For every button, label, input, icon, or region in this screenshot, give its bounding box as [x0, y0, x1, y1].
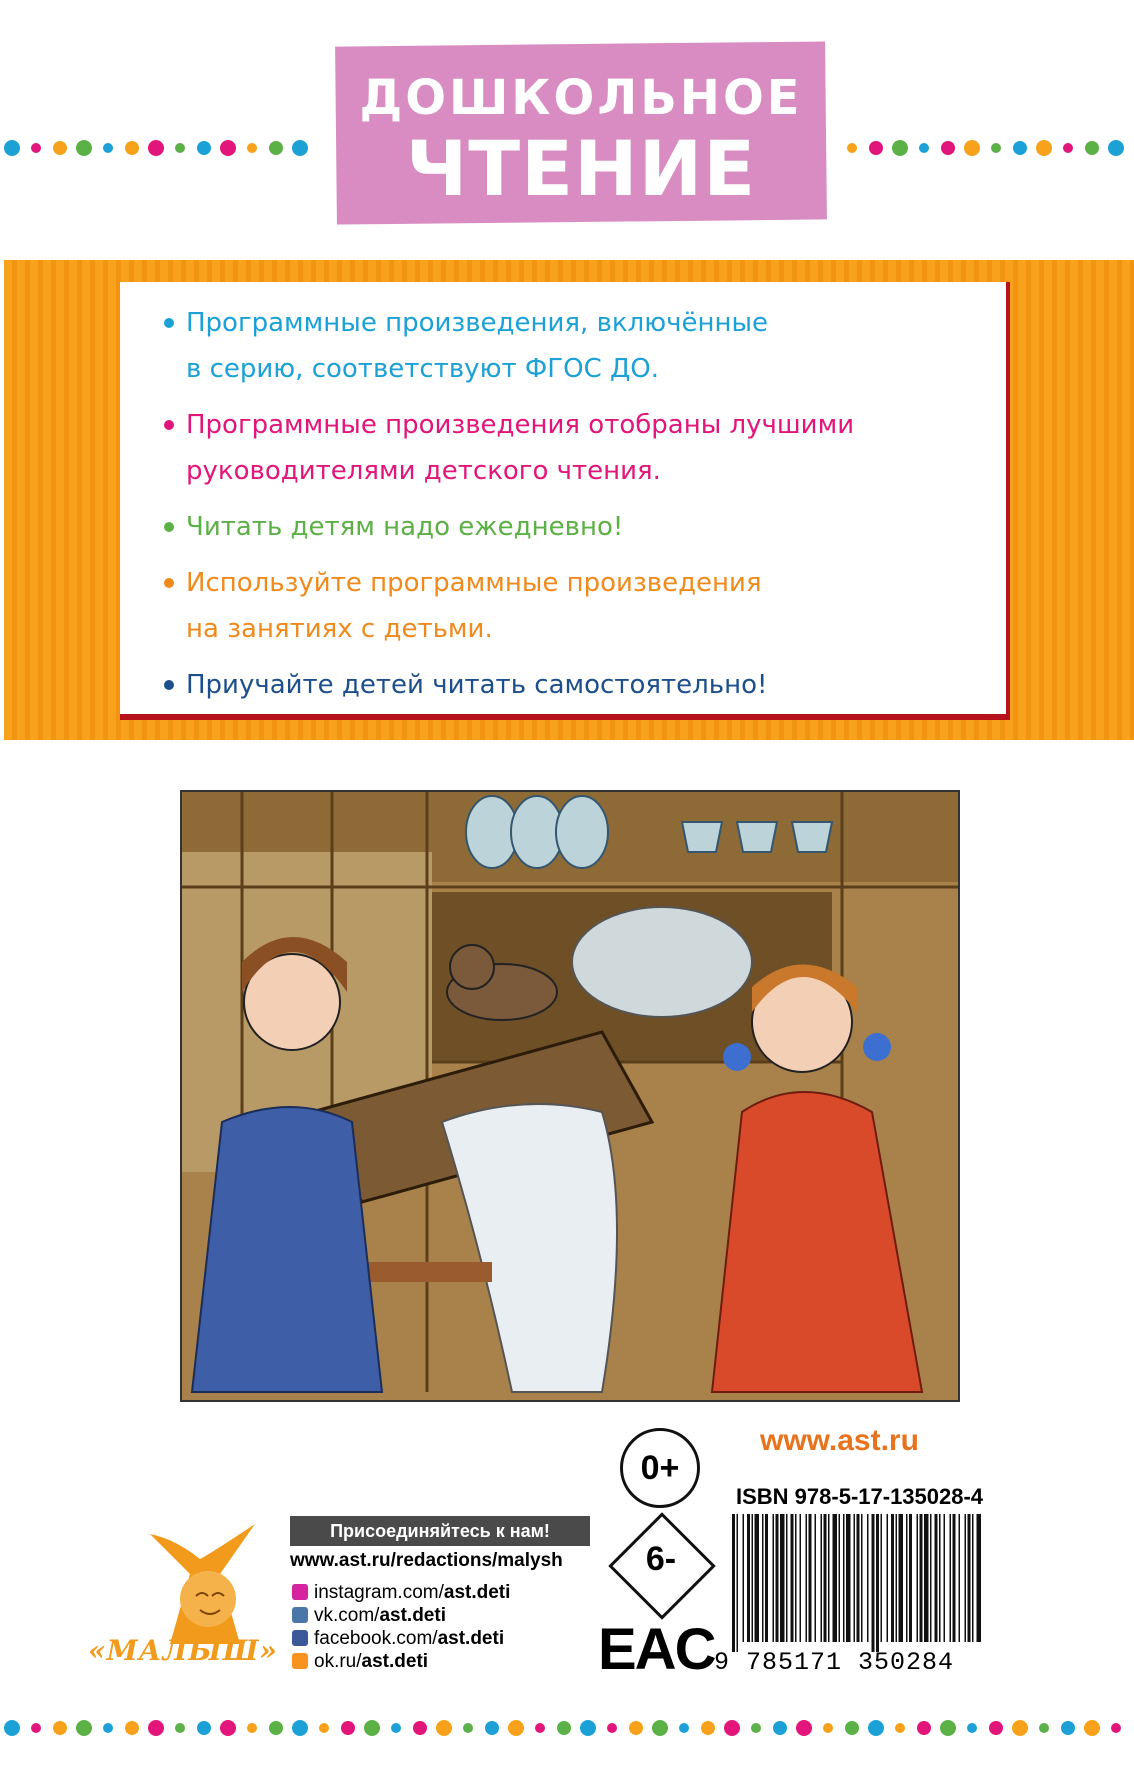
decorative-dot	[967, 1723, 977, 1733]
decorative-dot	[4, 1720, 20, 1736]
barcode-bar	[806, 1514, 808, 1642]
note-line: Программные произведения отобраны лучшими	[186, 410, 855, 440]
decorative-dot	[823, 1723, 833, 1733]
publisher-name: «МАЛЫШ»	[88, 1634, 278, 1667]
barcode-bar	[773, 1514, 775, 1642]
barcode-bar	[950, 1514, 952, 1642]
join-us-banner: Присоединяйтесь к нам!	[290, 1516, 590, 1546]
barcode-bar	[867, 1514, 869, 1642]
barcode-bar	[809, 1514, 812, 1642]
barcode-bar	[762, 1514, 764, 1642]
social-link-prefix: vk.com/	[314, 1605, 380, 1626]
barcode-bar	[747, 1514, 750, 1642]
decorative-dot	[652, 1720, 668, 1736]
note-line: руководителями детского чтения.	[186, 456, 661, 486]
decorative-dot	[436, 1720, 452, 1736]
barcode-bar	[795, 1514, 797, 1642]
barcode-bar	[920, 1514, 923, 1642]
note-line: Читать детям надо ежедневно!	[186, 512, 624, 542]
barcode-bar	[887, 1514, 889, 1642]
social-link-handle: ast.deti	[379, 1605, 446, 1626]
decorative-dot	[319, 1723, 329, 1733]
social-link[interactable]	[292, 1582, 510, 1604]
decorative-dot	[1061, 1721, 1075, 1735]
series-title-line1: ДОШКОЛЬНОЕ	[359, 70, 803, 126]
decorative-dot	[292, 140, 308, 156]
series-title-line2: ЧТЕНИЕ	[405, 124, 757, 213]
social-link-handle: ast.deti	[443, 1582, 511, 1603]
barcode-bar	[959, 1514, 961, 1642]
barcode-bar	[891, 1514, 894, 1642]
barcode-bar	[824, 1514, 827, 1642]
decorative-dot	[4, 140, 20, 156]
social-link-prefix: ok.ru/	[314, 1651, 362, 1672]
decorative-dot	[31, 143, 41, 153]
barcode-bar	[906, 1514, 908, 1642]
barcode-bar	[833, 1514, 838, 1642]
bullet-dot-icon	[164, 318, 174, 328]
decorative-dot	[292, 1720, 308, 1736]
decorative-dot	[220, 140, 236, 156]
social-link-handle: ast.deti	[361, 1651, 429, 1672]
eac-mark: EAC	[598, 1617, 715, 1682]
barcode-bar	[972, 1514, 974, 1642]
barcode-bar	[944, 1514, 946, 1642]
decorative-dot	[463, 1723, 473, 1733]
barcode-bar	[872, 1514, 875, 1652]
barcode-bar	[899, 1514, 904, 1642]
barcode-bar	[965, 1514, 967, 1642]
barcode-digits: 9 785171 350284	[714, 1648, 955, 1677]
barcode-bar	[881, 1514, 883, 1642]
barcode-bar	[939, 1514, 941, 1642]
decorative-dot	[917, 1721, 931, 1735]
decorative-dot	[580, 1720, 596, 1736]
barcode-bar	[821, 1514, 823, 1642]
decorative-dot	[220, 1720, 236, 1736]
decorative-dot	[535, 1723, 545, 1733]
barcode-bar	[930, 1514, 932, 1642]
decorative-dot	[869, 141, 883, 155]
barcode-bar	[743, 1514, 745, 1642]
barcode-bar	[935, 1514, 938, 1642]
note-line: Используйте программные произведения	[186, 568, 762, 598]
barcode-bar	[909, 1514, 912, 1642]
note-item	[186, 504, 623, 550]
social-link-prefix: instagram.com/	[314, 1582, 444, 1603]
decorative-dot	[845, 1721, 859, 1735]
decorative-dot	[607, 1723, 617, 1733]
note-item	[186, 300, 768, 392]
note-line: на занятиях с детьми.	[186, 614, 493, 644]
facebook-icon	[292, 1630, 308, 1646]
barcode-bar	[776, 1514, 779, 1642]
barcode-bar	[786, 1514, 788, 1642]
barcode-bar	[800, 1514, 802, 1642]
decorative-dot	[1084, 1720, 1100, 1736]
malysh-url[interactable]: www.ast.ru/redactions/malysh	[290, 1550, 563, 1571]
decorative-dot	[751, 1723, 761, 1733]
decorative-dot	[413, 1721, 427, 1735]
decorative-dot	[991, 143, 1001, 153]
social-link[interactable]	[292, 1605, 446, 1627]
decorative-dot	[364, 1720, 380, 1736]
decorative-dot	[895, 1723, 905, 1733]
bullet-dot-icon	[164, 578, 174, 588]
barcode-bar	[846, 1514, 851, 1642]
decorative-dot	[53, 141, 67, 155]
decorative-dot	[197, 141, 211, 155]
barcode-bar	[953, 1514, 956, 1642]
decorative-dot	[103, 1723, 113, 1733]
decorative-dot	[629, 1721, 643, 1735]
decorative-dot	[941, 141, 955, 155]
social-link-prefix: facebook.com/	[314, 1628, 438, 1649]
isbn-number: ISBN 978-5-17-135028-4	[736, 1484, 984, 1509]
decorative-dot	[148, 140, 164, 156]
barcode-bar	[765, 1514, 768, 1642]
decorative-dot	[175, 143, 185, 153]
decorative-dot	[847, 143, 857, 153]
decorative-dot	[1013, 141, 1027, 155]
ok-icon	[292, 1653, 308, 1669]
decorative-dot	[125, 141, 139, 155]
social-link[interactable]	[292, 1628, 504, 1650]
decorative-dot	[989, 1721, 1003, 1735]
bullet-dot-icon	[164, 420, 174, 430]
barcode-bar	[828, 1514, 830, 1642]
decorative-dot	[148, 1720, 164, 1736]
barcode-bar	[732, 1514, 735, 1652]
decorative-dot	[940, 1720, 956, 1736]
barcode-bar	[755, 1514, 760, 1642]
barcode-bar	[854, 1514, 856, 1642]
decorative-dot	[1039, 1723, 1049, 1733]
decorative-dot	[125, 1721, 139, 1735]
note-line: в серию, соответствуют ФГОС ДО.	[186, 354, 660, 384]
decorative-dot	[1108, 140, 1124, 156]
cover-illustration	[180, 790, 960, 1402]
decorative-dot	[1111, 1723, 1121, 1733]
note-line: Приучайте детей читать самостоятельно!	[186, 670, 768, 700]
decorative-dot	[1085, 141, 1099, 155]
barcode-bar	[857, 1514, 860, 1642]
decorative-dot	[485, 1721, 499, 1735]
social-link[interactable]	[292, 1651, 428, 1673]
decorative-dot	[197, 1721, 211, 1735]
bullet-dot-icon	[164, 522, 174, 532]
decorative-dot	[103, 143, 113, 153]
decorative-dot	[796, 1720, 812, 1736]
note-item	[186, 402, 854, 494]
decorative-dot	[557, 1721, 571, 1735]
decorative-dot	[76, 140, 92, 156]
barcode-bar	[780, 1514, 785, 1642]
website-link[interactable]: www.ast.ru	[760, 1424, 919, 1457]
barcode-bar	[876, 1514, 879, 1652]
decorative-dot	[1036, 140, 1052, 156]
barcode-bar	[896, 1514, 898, 1642]
decorative-dot	[1012, 1720, 1028, 1736]
decorative-dot	[1063, 143, 1073, 153]
decorative-dot	[175, 1723, 185, 1733]
barcode-bar	[843, 1514, 845, 1642]
barcode-bar	[791, 1514, 794, 1642]
decorative-dot	[269, 1721, 283, 1735]
decorative-dot	[391, 1723, 401, 1733]
barcode-bar	[839, 1514, 841, 1642]
decorative-dot	[919, 143, 929, 153]
note-item	[186, 662, 767, 708]
barcode	[730, 1514, 986, 1652]
barcode-bar	[917, 1514, 919, 1642]
age-rating-6-label: 6-	[645, 1540, 677, 1578]
instagram-icon	[292, 1584, 308, 1600]
barcode-bar	[977, 1514, 982, 1642]
social-link-handle: ast.deti	[437, 1628, 505, 1649]
decorative-dot	[701, 1721, 715, 1735]
barcode-bar	[968, 1514, 971, 1642]
decorative-dot	[773, 1721, 787, 1735]
age-rating-0-badge: 0+	[620, 1428, 700, 1508]
decorative-dot	[31, 1723, 41, 1733]
decorative-dot	[892, 140, 908, 156]
decorative-dot	[868, 1720, 884, 1736]
decorative-dot	[724, 1720, 740, 1736]
barcode-bar	[815, 1514, 817, 1642]
bullet-dot-icon	[164, 680, 174, 690]
decorative-dot	[269, 141, 283, 155]
decorative-dot	[247, 1723, 257, 1733]
decorative-dot	[964, 140, 980, 156]
decorative-dot	[76, 1720, 92, 1736]
decorative-dot	[508, 1720, 524, 1736]
vk-icon	[292, 1607, 308, 1623]
decorative-dot	[341, 1721, 355, 1735]
barcode-bar	[861, 1514, 863, 1642]
barcode-bar	[924, 1514, 929, 1642]
barcode-bar	[752, 1514, 754, 1642]
decorative-dot	[247, 143, 257, 153]
barcode-bar	[737, 1514, 739, 1652]
note-line: Программные произведения, включённые	[186, 308, 768, 338]
decorative-dot	[53, 1721, 67, 1735]
note-item	[186, 560, 762, 652]
decorative-dot	[679, 1723, 689, 1733]
